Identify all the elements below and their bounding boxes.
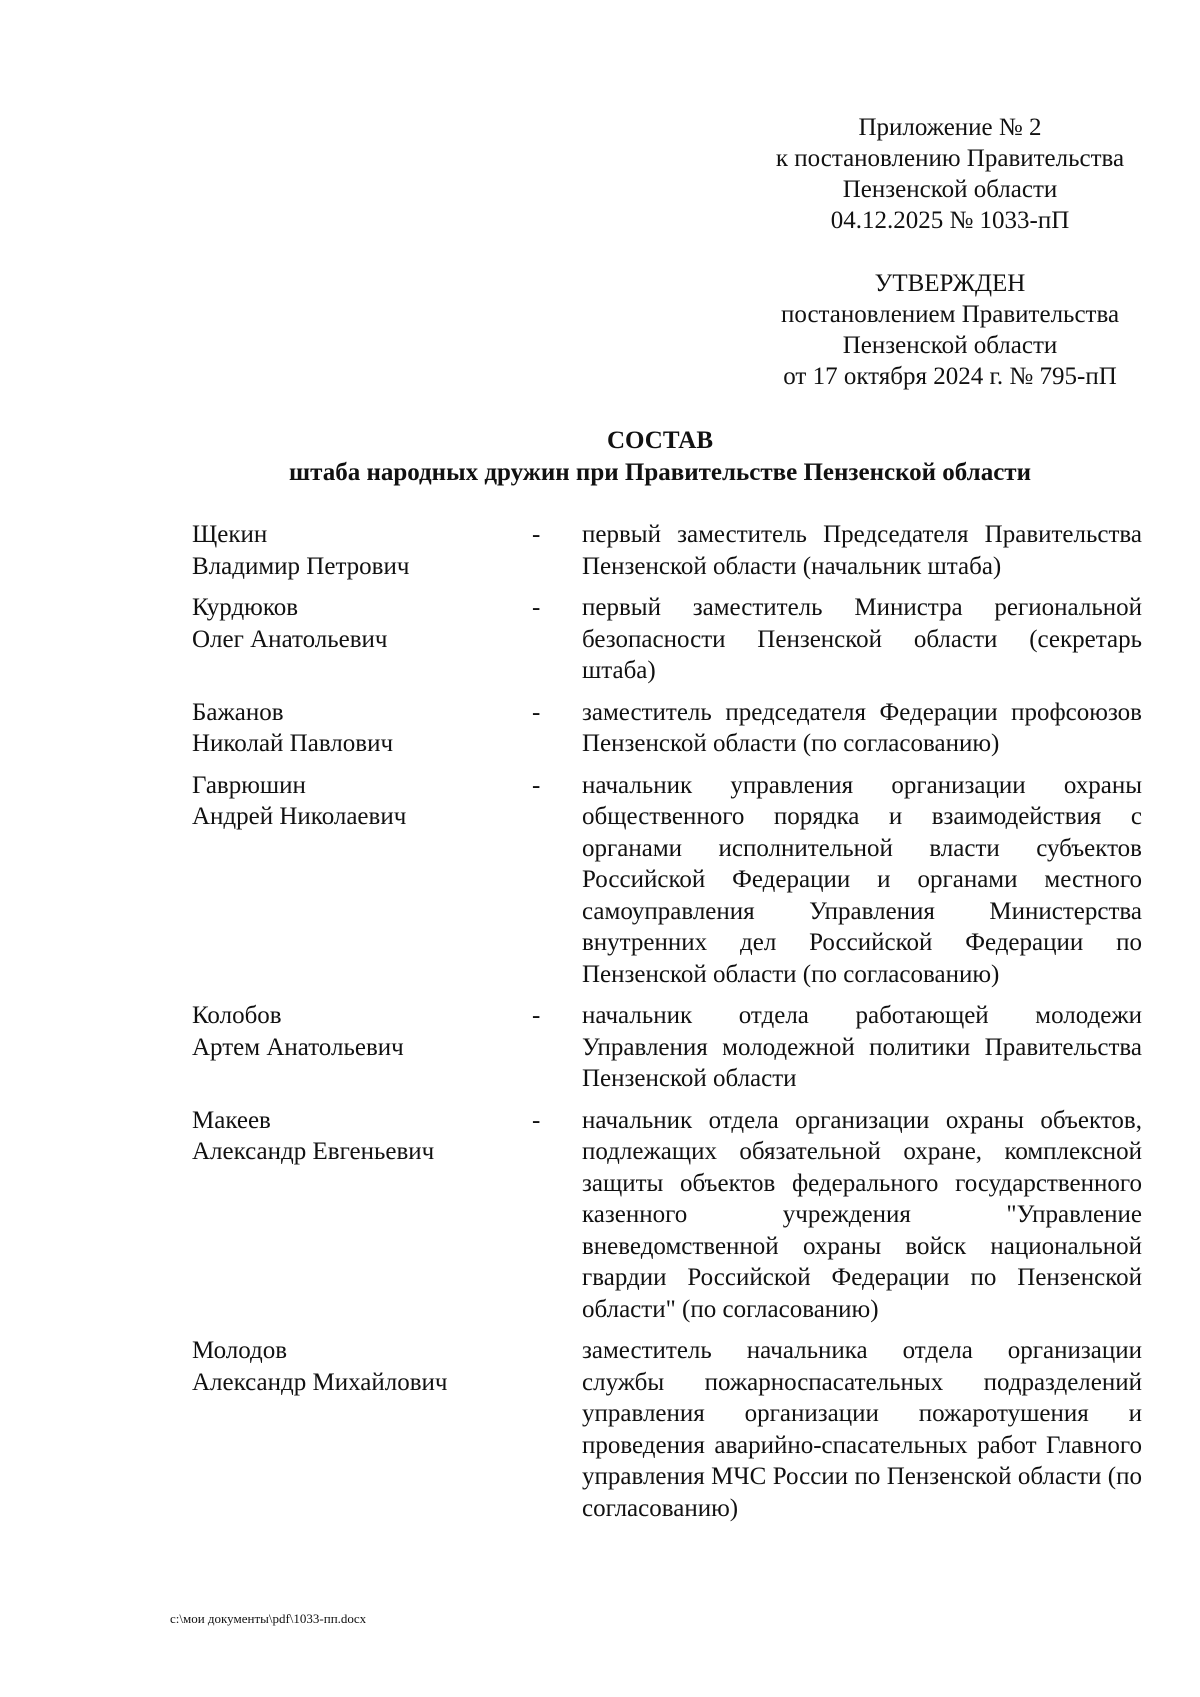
members-list [192, 519, 1142, 1534]
member-given-name: Александр Михайлович [192, 1368, 448, 1396]
appendix-region: Пензенской области [842, 176, 1058, 203]
appendix-date-number: 04.12.2025 № 1033-пП [830, 207, 1070, 234]
member-name [192, 1105, 532, 1326]
member-name [192, 770, 532, 991]
member-name [192, 592, 532, 687]
member-dash: - [532, 698, 541, 726]
member-dash: - [532, 1002, 541, 1029]
member-given-name: Артем Анатольевич [192, 1033, 404, 1061]
member-name [192, 1000, 532, 1095]
member-given-name: Александр Евгеньевич [192, 1138, 435, 1165]
list-item [192, 770, 1142, 991]
list-item [192, 592, 1142, 687]
approved-region: Пензенской области [842, 332, 1058, 359]
member-surname: Макеев [192, 1106, 271, 1134]
member-dash: - [532, 771, 541, 799]
member-given-name: Владимир Петрович [192, 552, 410, 580]
document-subtitle: штаба народных дружин при Правительстве Пензенской области [289, 459, 1031, 486]
member-surname: Гаврюшин [192, 771, 306, 799]
member-role: начальник отдела организации охраны объектов, подлежащих обязательной охране, комплексной защиты объектов федерального государственного казенного учреждения "Управление вневедомственной охраны войск национальной гвардии Российской Федерации по Пензенской области" (по согласованию) [582, 1106, 1142, 1323]
list-item [192, 1105, 1142, 1326]
list-item [192, 697, 1142, 760]
member-surname: Молодов [192, 1337, 288, 1364]
member-dash: - [532, 594, 541, 621]
file-path-footer: c:\мои документы\pdf\1033-пп.docx [170, 1611, 367, 1626]
approved-label: УТВЕРЖДЕН [874, 270, 1026, 297]
appendix-header [730, 112, 1170, 236]
member-given-name: Николай Павлович [192, 730, 394, 757]
appendix-reference: к постановлению Правительства [775, 145, 1125, 172]
member-name [192, 519, 532, 582]
appendix-number: Приложение № 2 [858, 114, 1042, 141]
member-dash: - [532, 1106, 541, 1134]
member-dash [532, 1335, 582, 1524]
member-role: заместитель председателя Федерации профсоюзов Пензенской области (по согласованию) [582, 698, 1142, 757]
member-role: начальник управления организации охраны общественного порядка и взаимодействия с органами исполнительной власти субъектов Российской Федерации и органами местного самоуправления Управления Министерства внутренних дел Российской Федерации по Пензенской области (по согласованию) [582, 771, 1142, 988]
member-surname: Курдюков [192, 594, 299, 621]
document-heading [0, 425, 1200, 489]
document-title: СОСТАВ [606, 427, 714, 454]
member-given-name: Олег Анатольевич [192, 625, 388, 653]
approved-date-number: от 17 октября 2024 г. № 795-пП [783, 363, 1117, 390]
list-item [192, 1000, 1142, 1095]
list-item [192, 519, 1142, 582]
approved-by: постановлением Правительства [780, 301, 1120, 328]
member-role: начальник отдела работающей молодежи Управления молодежной политики Правительства Пензенской области [582, 1002, 1142, 1092]
member-name [192, 697, 532, 760]
approved-stamp-block [730, 268, 1170, 392]
member-role: первый заместитель Председателя Правительства Пензенской области (начальник штаба) [582, 521, 1142, 580]
list-item [192, 1335, 1142, 1524]
member-surname: Щекин [192, 521, 268, 548]
member-name [192, 1335, 532, 1524]
member-role: заместитель начальника отдела организации службы пожарноспасательных подразделений управления организации пожаротушения и проведения аварийно-спасательных работ Главного управления МЧС России по Пензенской области (по согласованию) [582, 1337, 1142, 1522]
member-role: первый заместитель Министра региональной безопасности Пензенской области (секретарь штаба) [582, 594, 1142, 684]
member-surname: Бажанов [192, 698, 284, 726]
member-given-name: Андрей Николаевич [192, 803, 407, 830]
member-dash: - [532, 521, 541, 548]
member-surname: Колобов [192, 1002, 282, 1029]
